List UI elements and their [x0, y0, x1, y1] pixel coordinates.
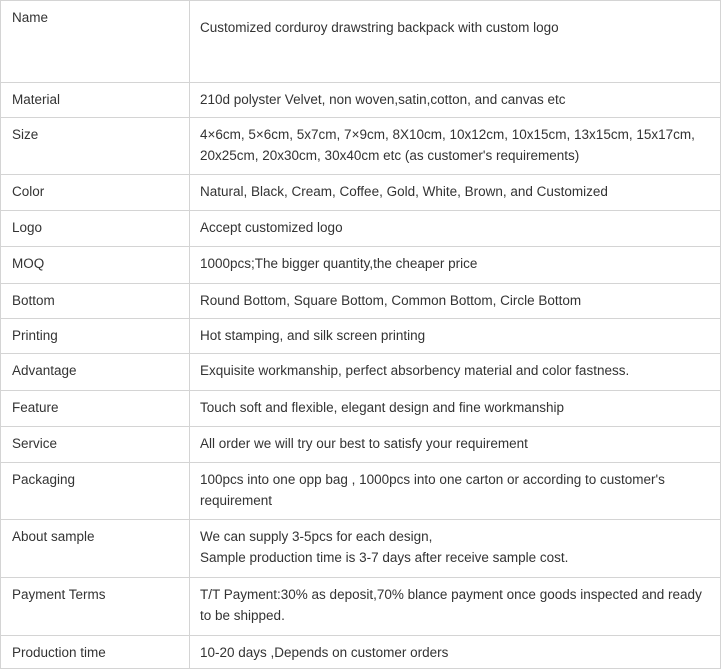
row-label: Payment Terms [1, 578, 190, 636]
row-label: Name [1, 1, 190, 83]
table-row [1, 1, 721, 83]
row-value [190, 319, 721, 354]
row-label: About sample [1, 520, 190, 578]
row-value-text: Accept customized logo [200, 220, 343, 235]
table-row [1, 211, 721, 247]
row-value [190, 83, 721, 118]
table-row [1, 319, 721, 354]
table-row [1, 391, 721, 427]
row-value-text: Sample production time is 3-7 days after receive sample cost. [200, 550, 569, 565]
row-label: Bottom [1, 284, 190, 319]
row-value-text: We can supply 3-5pcs for each design, [200, 529, 433, 544]
row-label: Logo [1, 211, 190, 247]
row-value-text: 10-20 days ,Depends on customer orders [200, 645, 449, 660]
row-value-text: Natural, Black, Cream, Coffee, Gold, White, Brown, and Customized [200, 184, 608, 199]
row-label: Printing [1, 319, 190, 354]
table-row [1, 636, 721, 669]
row-label: Service [1, 427, 190, 463]
row-label: Advantage [1, 354, 190, 391]
row-label: MOQ [1, 247, 190, 284]
row-label: Feature [1, 391, 190, 427]
row-value [190, 211, 721, 247]
row-value [190, 118, 721, 175]
row-value [190, 284, 721, 319]
row-value [190, 578, 721, 636]
row-value-text: 100pcs into one opp bag , 1000pcs into one carton or according to customer's requirement [200, 472, 665, 508]
row-label: Material [1, 83, 190, 118]
row-value-text: T/T Payment:30% as deposit,70% blance payment once goods inspected and ready to be shipped. [200, 587, 702, 623]
table-row [1, 354, 721, 391]
row-value-text: 1000pcs;The bigger quantity,the cheaper price [200, 256, 478, 271]
table-row [1, 247, 721, 284]
table-row [1, 427, 721, 463]
table-row [1, 83, 721, 118]
row-value [190, 354, 721, 391]
table-row [1, 578, 721, 636]
row-value-text: Exquisite workmanship, perfect absorbency material and color fastness. [200, 363, 630, 378]
row-value [190, 636, 721, 669]
table-row [1, 118, 721, 175]
row-value [190, 520, 721, 578]
table-row [1, 520, 721, 578]
table-row [1, 463, 721, 520]
row-value-text: Customized corduroy drawstring backpack with custom logo [200, 20, 559, 35]
row-value [190, 247, 721, 284]
row-value [190, 175, 721, 211]
row-value [190, 427, 721, 463]
row-value-text: All order we will try our best to satisfy your requirement [200, 436, 528, 451]
table-row [1, 284, 721, 319]
row-label: Production time [1, 636, 190, 669]
row-value [190, 1, 721, 83]
row-value-text: 4×6cm, 5×6cm, 5x7cm, 7×9cm, 8X10cm, 10x12cm, 10x15cm, 13x15cm, 15x17cm, 20x25cm, 20x30cm, 30x40cm etc (as customer's requirements) [200, 127, 695, 163]
row-value [190, 463, 721, 520]
table-row [1, 175, 721, 211]
row-label: Color [1, 175, 190, 211]
row-value [190, 391, 721, 427]
row-value-text: Touch soft and flexible, elegant design and fine workmanship [200, 400, 564, 415]
row-value-text: Hot stamping, and silk screen printing [200, 328, 426, 343]
row-value-text: Round Bottom, Square Bottom, Common Bottom, Circle Bottom [200, 293, 582, 308]
row-label: Packaging [1, 463, 190, 520]
row-label: Size [1, 118, 190, 175]
row-value-text: 210d polyster Velvet, non woven,satin,cotton, and canvas etc [200, 92, 566, 107]
